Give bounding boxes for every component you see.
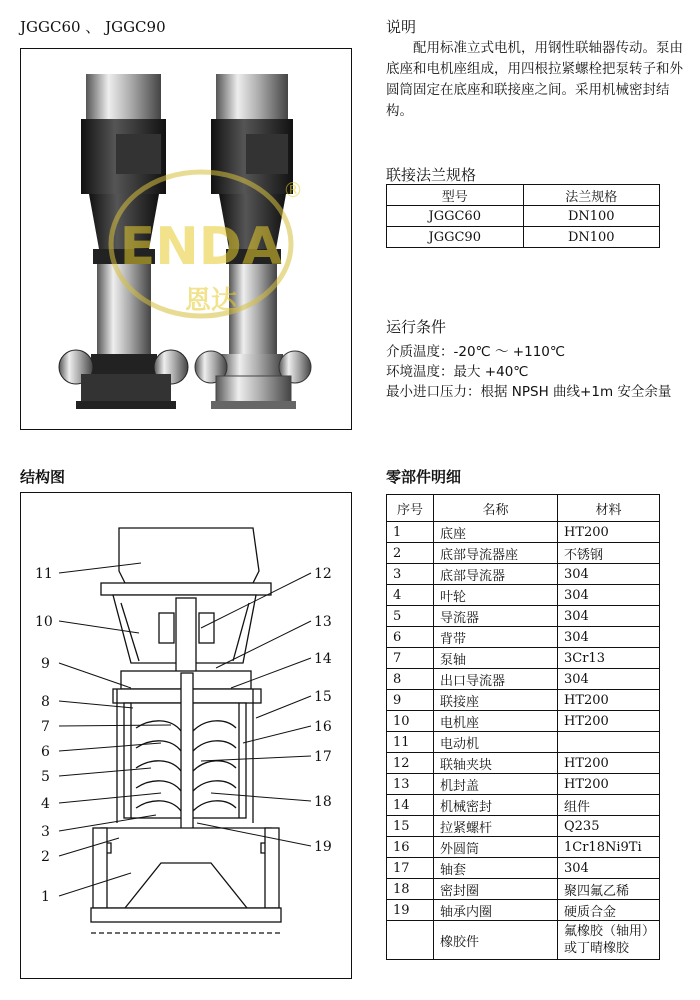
parts-cell: 硬质合金 [558, 900, 660, 921]
parts-cell: 5 [387, 606, 434, 627]
diagram-label: 1 [41, 889, 50, 905]
parts-cell: Q235 [558, 816, 660, 837]
parts-cell: 出口导流器 [434, 669, 558, 690]
parts-cell: 密封圈 [434, 879, 558, 900]
diagram-label: 15 [314, 689, 332, 705]
parts-header: 名称 [434, 495, 558, 522]
parts-cell: 电动机 [434, 732, 558, 753]
parts-cell: 11 [387, 732, 434, 753]
parts-cell: HT200 [558, 753, 660, 774]
parts-row [387, 627, 660, 648]
parts-row [387, 753, 660, 774]
logo-text: ENDA [119, 217, 283, 277]
diagram-label: 10 [35, 614, 53, 630]
diagram-label: 14 [314, 651, 332, 667]
flange-row [387, 206, 660, 227]
parts-cell: 机械密封 [434, 795, 558, 816]
parts-cell: HT200 [558, 522, 660, 543]
parts-cell: 2 [387, 543, 434, 564]
parts-cell: 轴承内圈 [434, 900, 558, 921]
parts-row [387, 858, 660, 879]
diagram-label: 9 [41, 656, 50, 672]
parts-cell: 304 [558, 606, 660, 627]
flange-cell: DN100 [523, 227, 660, 248]
parts-cell: 3Cr13 [558, 648, 660, 669]
parts-row [387, 774, 660, 795]
structure-svg [21, 493, 351, 978]
parts-cell: 304 [558, 585, 660, 606]
diagram-label: 5 [41, 769, 50, 785]
parts-cell: 8 [387, 669, 434, 690]
operating-title: 运行条件 [386, 318, 447, 336]
parts-cell: 10 [387, 711, 434, 732]
flange-cell: DN100 [523, 206, 660, 227]
parts-cell: 17 [387, 858, 434, 879]
parts-row [387, 564, 660, 585]
parts-cell: 19 [387, 900, 434, 921]
parts-row [387, 585, 660, 606]
parts-row [387, 690, 660, 711]
parts-last-row [387, 921, 660, 960]
parts-cell: 拉紧螺杆 [434, 816, 558, 837]
parts-cell: 聚四氟乙稀 [558, 879, 660, 900]
diagram-label: 11 [35, 566, 53, 582]
parts-cell: 背带 [434, 627, 558, 648]
parts-row [387, 795, 660, 816]
parts-cell: 304 [558, 627, 660, 648]
diagram-label: 12 [314, 566, 332, 582]
structure-diagram [20, 492, 352, 979]
parts-row [387, 879, 660, 900]
parts-cell: HT200 [558, 690, 660, 711]
flange-cell: JGGC60 [387, 206, 524, 227]
parts-cell [387, 921, 434, 960]
parts-cell: 1Cr18Ni9Ti [558, 837, 660, 858]
parts-cell: 联轴夹块 [434, 753, 558, 774]
structure-title: 结构图 [20, 468, 66, 486]
logo-sub: 恩达 [184, 286, 238, 316]
diagram-label: 19 [314, 839, 332, 855]
flange-header: 法兰规格 [523, 185, 660, 206]
diagram-label: 2 [41, 849, 50, 865]
operating-line: 介质温度：-20℃ ～ +110℃ [386, 344, 566, 360]
parts-header: 序号 [387, 495, 434, 522]
parts-row [387, 816, 660, 837]
parts-cell: 轴套 [434, 858, 558, 879]
parts-cell: 机封盖 [434, 774, 558, 795]
parts-row [387, 900, 660, 921]
parts-cell: 外圆筒 [434, 837, 558, 858]
parts-cell: 不锈钢 [558, 543, 660, 564]
parts-cell: 1 [387, 522, 434, 543]
parts-material-line: 氟橡胶（轴用） [564, 924, 656, 939]
diagram-label: 16 [314, 719, 332, 735]
parts-row [387, 669, 660, 690]
parts-cell: 叶轮 [434, 585, 558, 606]
parts-cell: 15 [387, 816, 434, 837]
parts-cell: 底座 [434, 522, 558, 543]
parts-title: 零部件明细 [386, 468, 462, 486]
parts-row [387, 522, 660, 543]
flange-header-row [387, 185, 660, 206]
flange-cell: JGGC90 [387, 227, 524, 248]
diagram-label: 4 [41, 796, 50, 812]
parts-cell: 6 [387, 627, 434, 648]
flange-header: 型号 [387, 185, 524, 206]
parts-cell: 12 [387, 753, 434, 774]
parts-cell: 9 [387, 690, 434, 711]
description-title: 说明 [386, 18, 417, 36]
parts-cell: 导流器 [434, 606, 558, 627]
parts-cell: 底部导流器 [434, 564, 558, 585]
parts-table [386, 494, 660, 960]
parts-cell: 304 [558, 858, 660, 879]
parts-cell: 16 [387, 837, 434, 858]
parts-cell: HT200 [558, 711, 660, 732]
parts-cell: HT200 [558, 774, 660, 795]
diagram-label: 13 [314, 614, 332, 630]
pump-illustration [21, 49, 351, 429]
parts-cell: 4 [387, 585, 434, 606]
models-title: JGGC60 、 JGGC90 [20, 18, 166, 36]
operating-line: 环境温度：最大 +40℃ [386, 364, 529, 380]
parts-row [387, 711, 660, 732]
parts-cell: 304 [558, 564, 660, 585]
logo-reg: ® [283, 178, 303, 202]
parts-header: 材料 [558, 495, 660, 522]
diagram-label: 3 [41, 824, 50, 840]
parts-cell: 底部导流器座 [434, 543, 558, 564]
parts-cell [558, 732, 660, 753]
diagram-label: 8 [41, 694, 50, 710]
parts-row [387, 837, 660, 858]
parts-cell: 13 [387, 774, 434, 795]
operating-line: 最小进口压力：根据 NPSH 曲线+1m 安全余量 [386, 384, 672, 400]
diagram-label: 7 [41, 719, 50, 735]
parts-header-row [387, 495, 660, 522]
flange-title: 联接法兰规格 [386, 166, 477, 184]
parts-row [387, 648, 660, 669]
parts-cell: 橡胶件 [434, 921, 558, 960]
parts-cell: 18 [387, 879, 434, 900]
parts-cell: 电机座 [434, 711, 558, 732]
parts-cell: 组件 [558, 795, 660, 816]
parts-cell: 304 [558, 669, 660, 690]
parts-row [387, 543, 660, 564]
parts-material-line: 或丁晴橡胶 [564, 941, 630, 956]
description-body: 配用标准立式电机，用钢性联轴器传动。泵由底座和电机座组成，用四根拉紧螺栓把泵转子和外圆筒固定在底座和联接座之间。采用机械密封结构。 [386, 40, 683, 119]
flange-row [387, 227, 660, 248]
diagram-label: 18 [314, 794, 332, 810]
parts-cell: 泵轴 [434, 648, 558, 669]
parts-cell: 7 [387, 648, 434, 669]
parts-row [387, 732, 660, 753]
product-photo [20, 48, 352, 430]
diagram-label: 17 [314, 749, 332, 765]
flange-table [386, 184, 660, 248]
parts-cell: 14 [387, 795, 434, 816]
parts-cell: 联接座 [434, 690, 558, 711]
parts-cell [558, 921, 660, 960]
parts-cell: 3 [387, 564, 434, 585]
diagram-label: 6 [41, 744, 50, 760]
parts-row [387, 606, 660, 627]
